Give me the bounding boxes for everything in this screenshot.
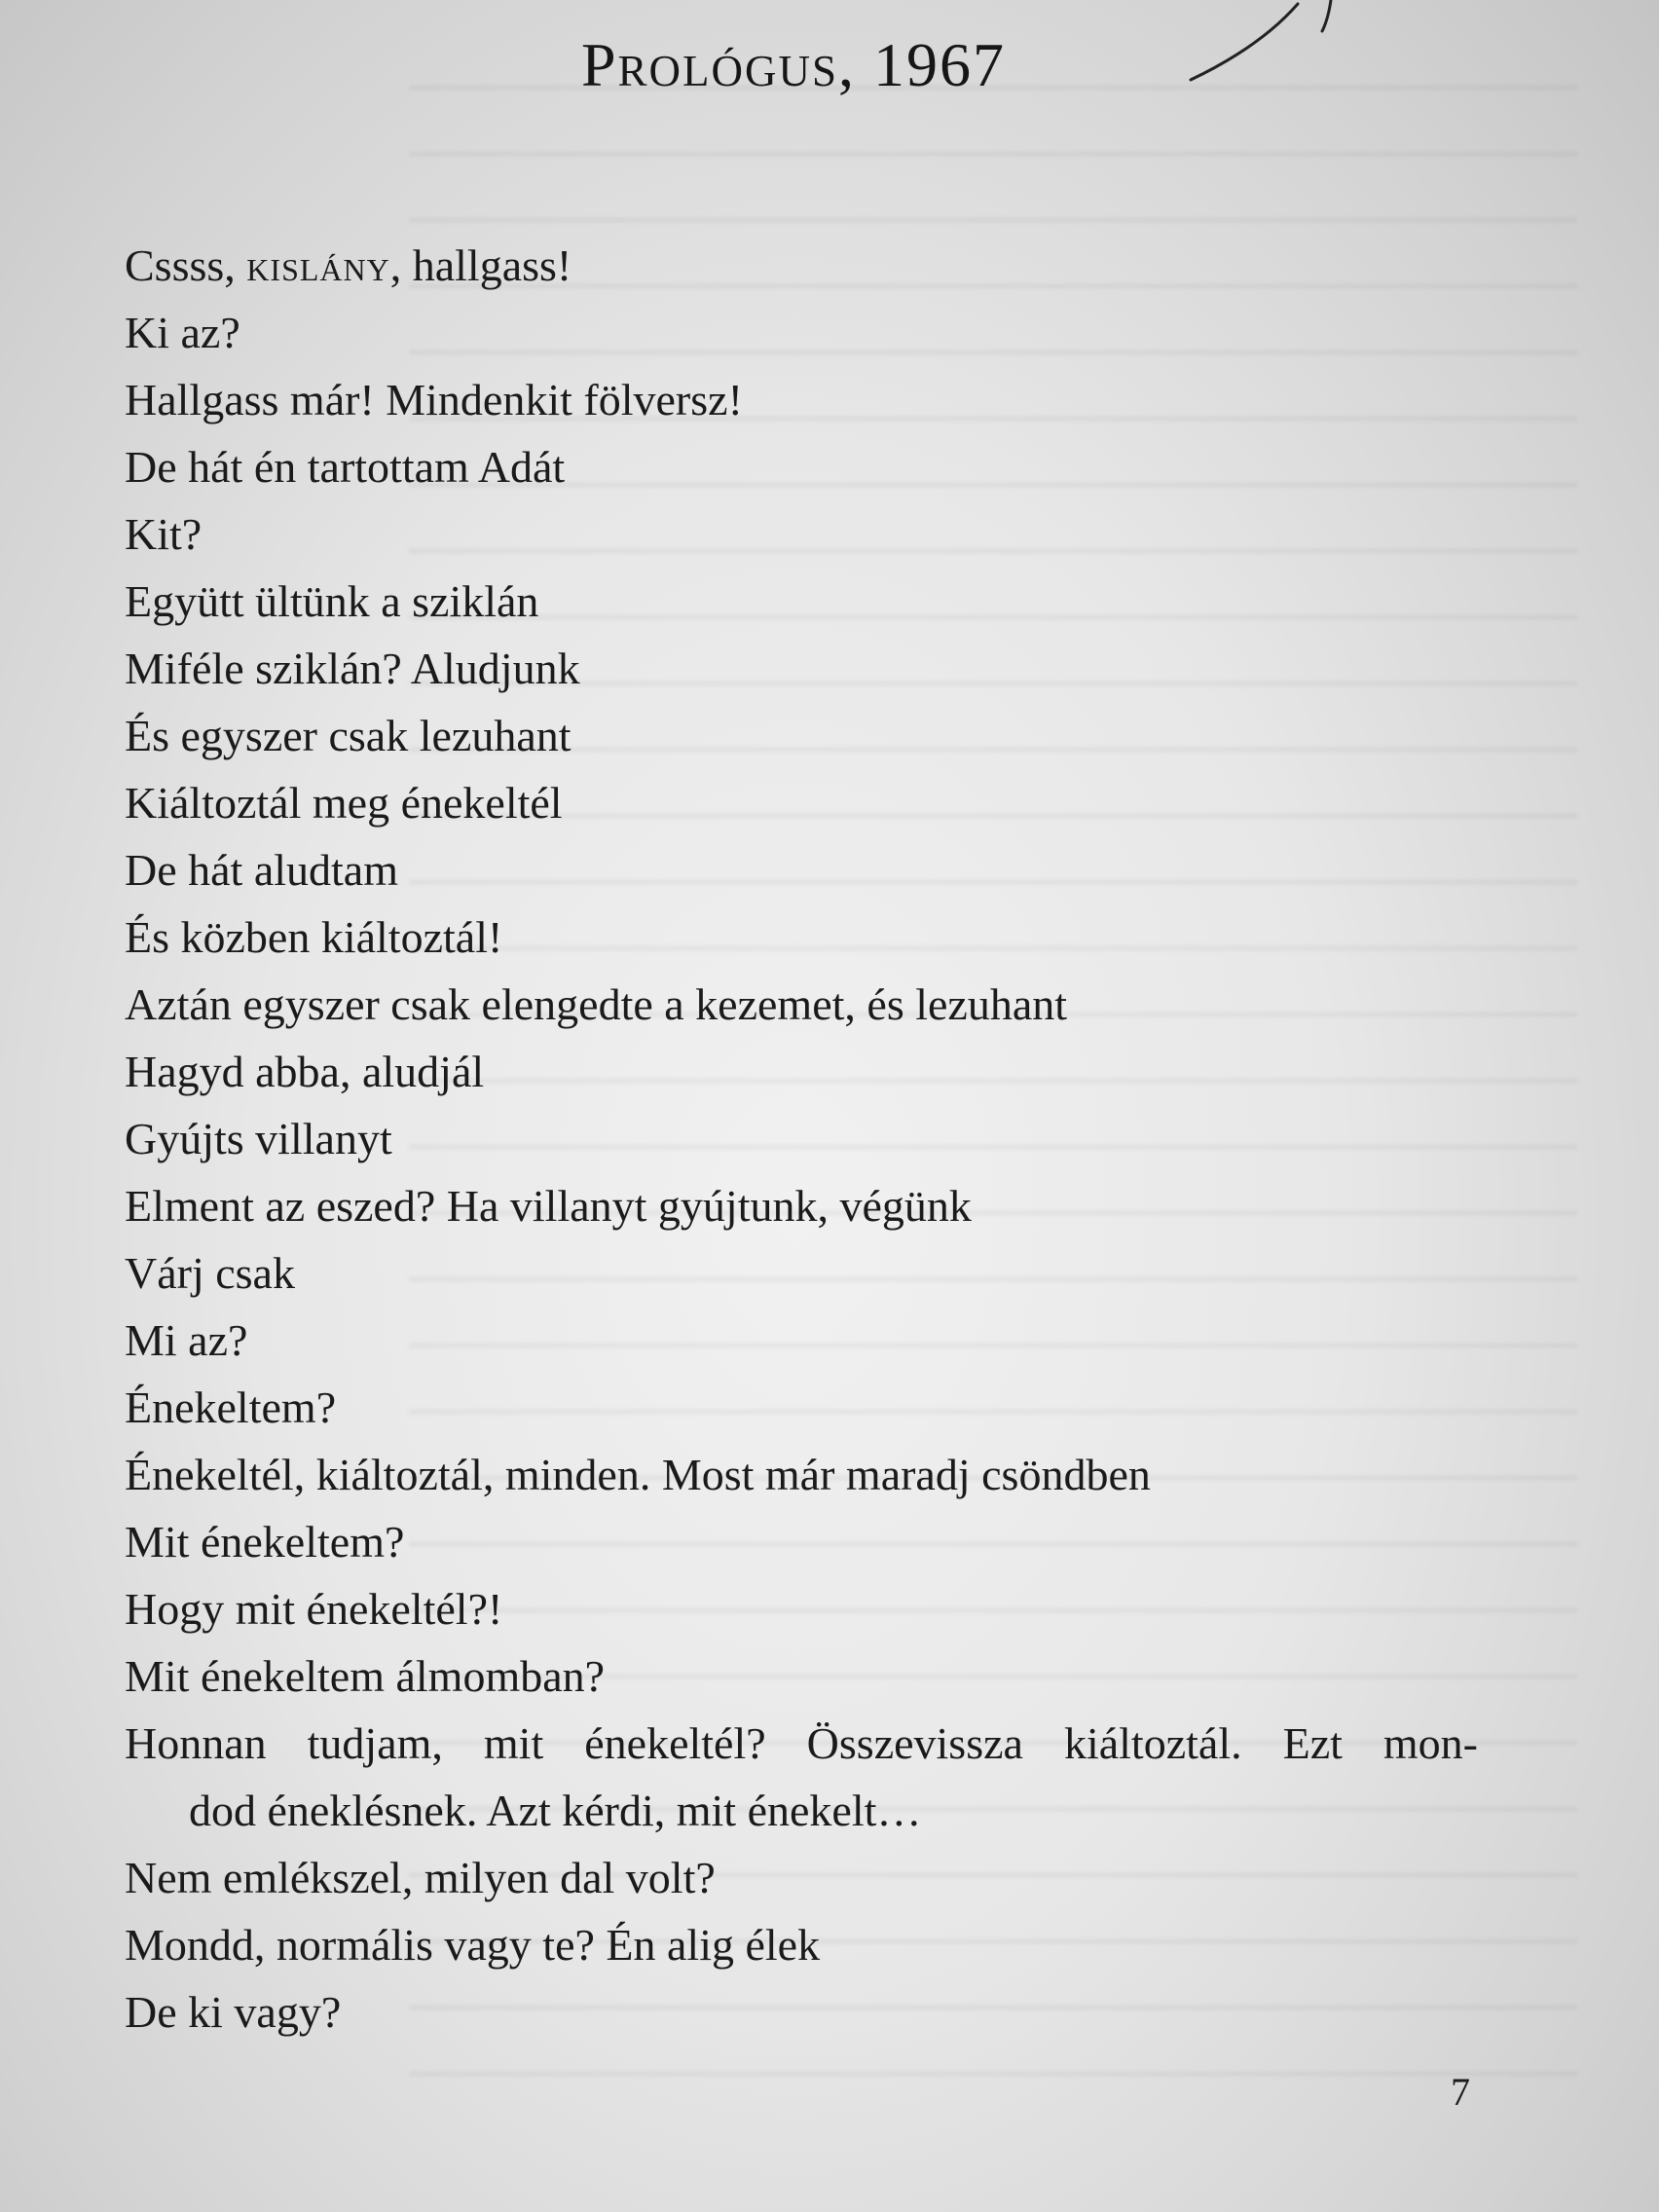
dialogue-line: Hogy mit énekeltél?!: [125, 1584, 503, 1634]
dialogue-line: Mit énekeltem álmomban?: [125, 1651, 606, 1701]
dialogue-lines: [125, 232, 1488, 2046]
dialogue-line: Együtt ültünk a sziklán: [125, 576, 539, 626]
dialogue-line: Hagyd abba, aludjál: [125, 1047, 485, 1096]
dialogue-line: Nem emlékszel, milyen dal volt?: [125, 1853, 716, 1902]
dialogue-line: De hát aludtam: [125, 845, 399, 895]
dialogue-line: És egyszer csak lezuhant: [125, 711, 571, 760]
dialogue-line: De ki vagy?: [125, 1987, 342, 2037]
dialogue-line: Gyújts villanyt: [125, 1114, 392, 1163]
dialogue-line: [125, 232, 1488, 299]
chapter-title: Prológus, 1967: [580, 30, 1007, 99]
dialogue-line: Elment az eszed? Ha villanyt gyújtunk, végünk: [125, 1181, 972, 1231]
dialogue-line: Mi az?: [125, 1315, 248, 1365]
speaker-small-caps: kislány: [246, 240, 390, 290]
dialogue-line: És közben kiáltoztál!: [125, 912, 503, 962]
dialogue-line: Kiáltoztál meg énekeltél: [125, 778, 563, 828]
dialogue-line: De hát én tartottam Adát: [125, 442, 566, 492]
dialogue-line: dod éneklésnek. Azt kérdi, mit énekelt…: [189, 1786, 922, 1835]
page-number: 7: [1451, 2070, 1470, 2114]
dialogue-line: Kit?: [125, 509, 203, 559]
line-text-before: Cssss,: [125, 240, 247, 290]
dialogue-line: Énekeltem?: [125, 1382, 337, 1432]
dialogue-line: Hallgass már! Mindenkit fölversz!: [125, 375, 743, 424]
dialogue-line: Várj csak: [125, 1248, 295, 1298]
dialogue-line: Miféle sziklán? Aludjunk: [125, 644, 580, 693]
dialogue-line: Ki az?: [125, 308, 240, 357]
dialogue-line: Mit énekeltem?: [125, 1517, 405, 1567]
dialogue-line: Mondd, normális vagy te? Én alig élek: [125, 1920, 821, 1970]
line-text-after: , hallgass!: [389, 240, 572, 290]
dialogue-line: Honnan tudjam, mit énekeltél? Összevissza kiáltoztál. Ezt mon-: [125, 1718, 1478, 1768]
dialogue-line: Aztán egyszer csak elengedte a kezemet, és lezuhant: [125, 979, 1068, 1029]
dialogue-line: Énekeltél, kiáltoztál, minden. Most már maradj csöndben: [125, 1450, 1151, 1499]
